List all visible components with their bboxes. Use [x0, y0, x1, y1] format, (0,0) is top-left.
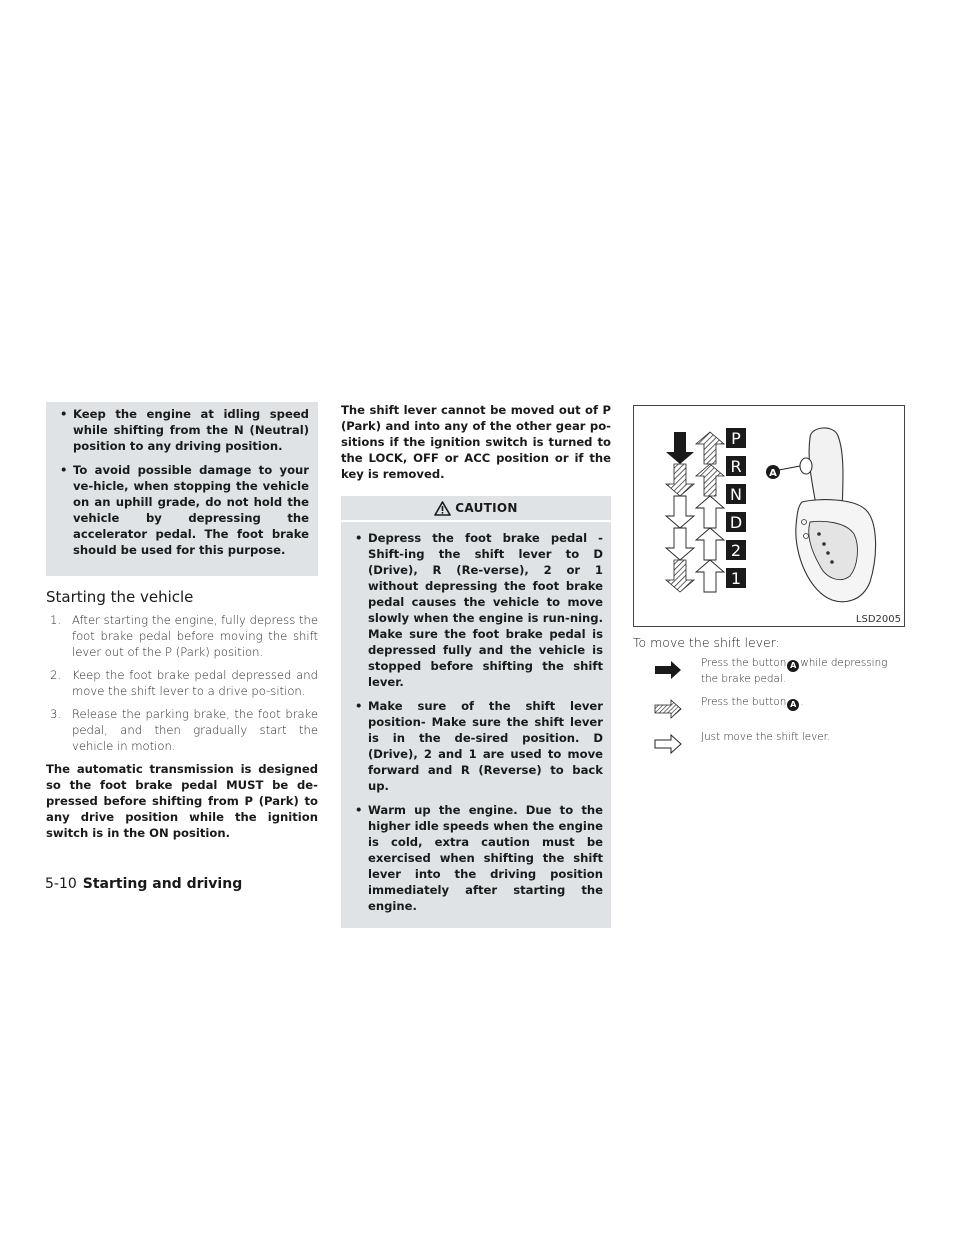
column-left: [46, 402, 318, 841]
figure-code: LSD2005: [855, 614, 901, 625]
warning-list: [58, 406, 309, 558]
figure-title: To move the shift lever:: [633, 635, 780, 650]
page-footer: [45, 876, 242, 892]
up-arrows: [696, 432, 724, 592]
page-number: 5-10: [45, 876, 77, 892]
shift-lock-note: The shift lever cannot be moved out of P (Park) and into any of the other gear po-sitions if the ignition switch is turned to the LOCK, OFF or ACC position or if the key is removed.: [341, 403, 611, 481]
legend-row: [651, 656, 905, 686]
shift-lever-drawing: [766, 428, 876, 602]
step-number: 2.: [50, 668, 62, 682]
hatched-arrow-icon: [651, 697, 684, 721]
caution-header: [341, 496, 611, 522]
caution-item: • Warm up the engine. Due to the higher idle speeds when the engine is cold, extra caution must be exercised when shifting the shift lever into the driving position immediately after starting the engine.: [353, 802, 603, 914]
legend-text-start: Press the button: [701, 696, 787, 708]
outline-arrow-icon: [651, 732, 684, 756]
warning-item: • Keep the engine at idling speed while shifting from the N (Neutral) position to any driving position.: [58, 406, 309, 454]
warning-box: [46, 402, 318, 576]
legend-text: [701, 656, 901, 686]
legend-row: [651, 730, 905, 756]
column-right: [633, 405, 905, 765]
legend-text-start: Press the button: [701, 657, 787, 669]
gear-label-d: D: [729, 513, 743, 532]
button-a-badge: A: [787, 699, 799, 711]
solid-arrow-icon: [651, 658, 684, 682]
section-heading: Starting the vehicle: [46, 588, 194, 606]
warning-triangle-icon: [434, 501, 451, 516]
caution-box: [341, 496, 611, 928]
transmission-note: The automatic transmission is designed so the foot brake pedal MUST be de-pressed before shifting from P (Park) to any drive position while the ignition switch is in the ON position.: [46, 762, 318, 840]
caution-item: • Make sure of the shift lever position- Make sure the shift lever is in the de-sired position. D (Drive), 2 and 1 are used to move forward and R (Reverse) to back up.: [353, 698, 603, 794]
gear-label-n: N: [730, 485, 742, 504]
shift-diagram: [634, 406, 904, 626]
legend-text-end: .: [800, 696, 804, 708]
column-middle: [341, 402, 611, 928]
step-text: Keep the foot brake pedal depressed and move the shift lever to a drive po-sition.: [72, 668, 318, 698]
step-number: 3.: [50, 707, 62, 721]
gear-label-r: R: [730, 457, 742, 476]
step-item: [50, 612, 318, 660]
legend-text-end: while depressing the brake pedal.: [701, 657, 888, 685]
legend-text: [701, 695, 901, 711]
warning-item: • To avoid possible damage to your ve-hicle, when stopping the vehicle on an uphill grade, do not hold the vehicle by depressing the accelerator pedal. The foot brake should be used for this purpose.: [58, 462, 309, 558]
chapter-title: Starting and driving: [82, 876, 243, 892]
down-arrows: [666, 432, 694, 592]
legend-row: [651, 695, 905, 721]
legend-text: [701, 730, 901, 744]
legend: [651, 656, 905, 756]
caution-title: CAUTION: [455, 501, 518, 515]
step-text: Release the parking brake, the foot brake pedal, and then gradually start the vehicle in motion.: [72, 707, 318, 753]
button-a-badge: A: [787, 660, 799, 672]
step-number: 1.: [50, 613, 62, 627]
caution-list: [341, 522, 611, 914]
step-text: After starting the engine, fully depress the foot brake pedal before moving the shift lever out of the P (Park) position.: [72, 613, 318, 659]
step-item: [50, 667, 318, 699]
step-item: [50, 706, 318, 754]
step-list: [46, 612, 318, 754]
caution-item: • Depress the foot brake pedal - Shift-ing the shift lever to D (Drive), R (Re-verse), 2 or 1 without depressing the foot brake pedal causes the vehicle to move slowly when the engine is run-ning. Make sure the foot brake pedal is depressed fully and the vehicle is stopped before shifting the shift lever.: [353, 530, 603, 690]
gear-label-2: 2: [730, 541, 742, 560]
gear-label-1: 1: [730, 569, 742, 588]
gear-label-p: P: [731, 429, 741, 448]
shift-lever-figure: [633, 405, 905, 627]
gear-labels: [726, 428, 746, 588]
legend-text-start: Just move the shift lever.: [701, 731, 831, 743]
callout-a: A: [769, 468, 777, 479]
